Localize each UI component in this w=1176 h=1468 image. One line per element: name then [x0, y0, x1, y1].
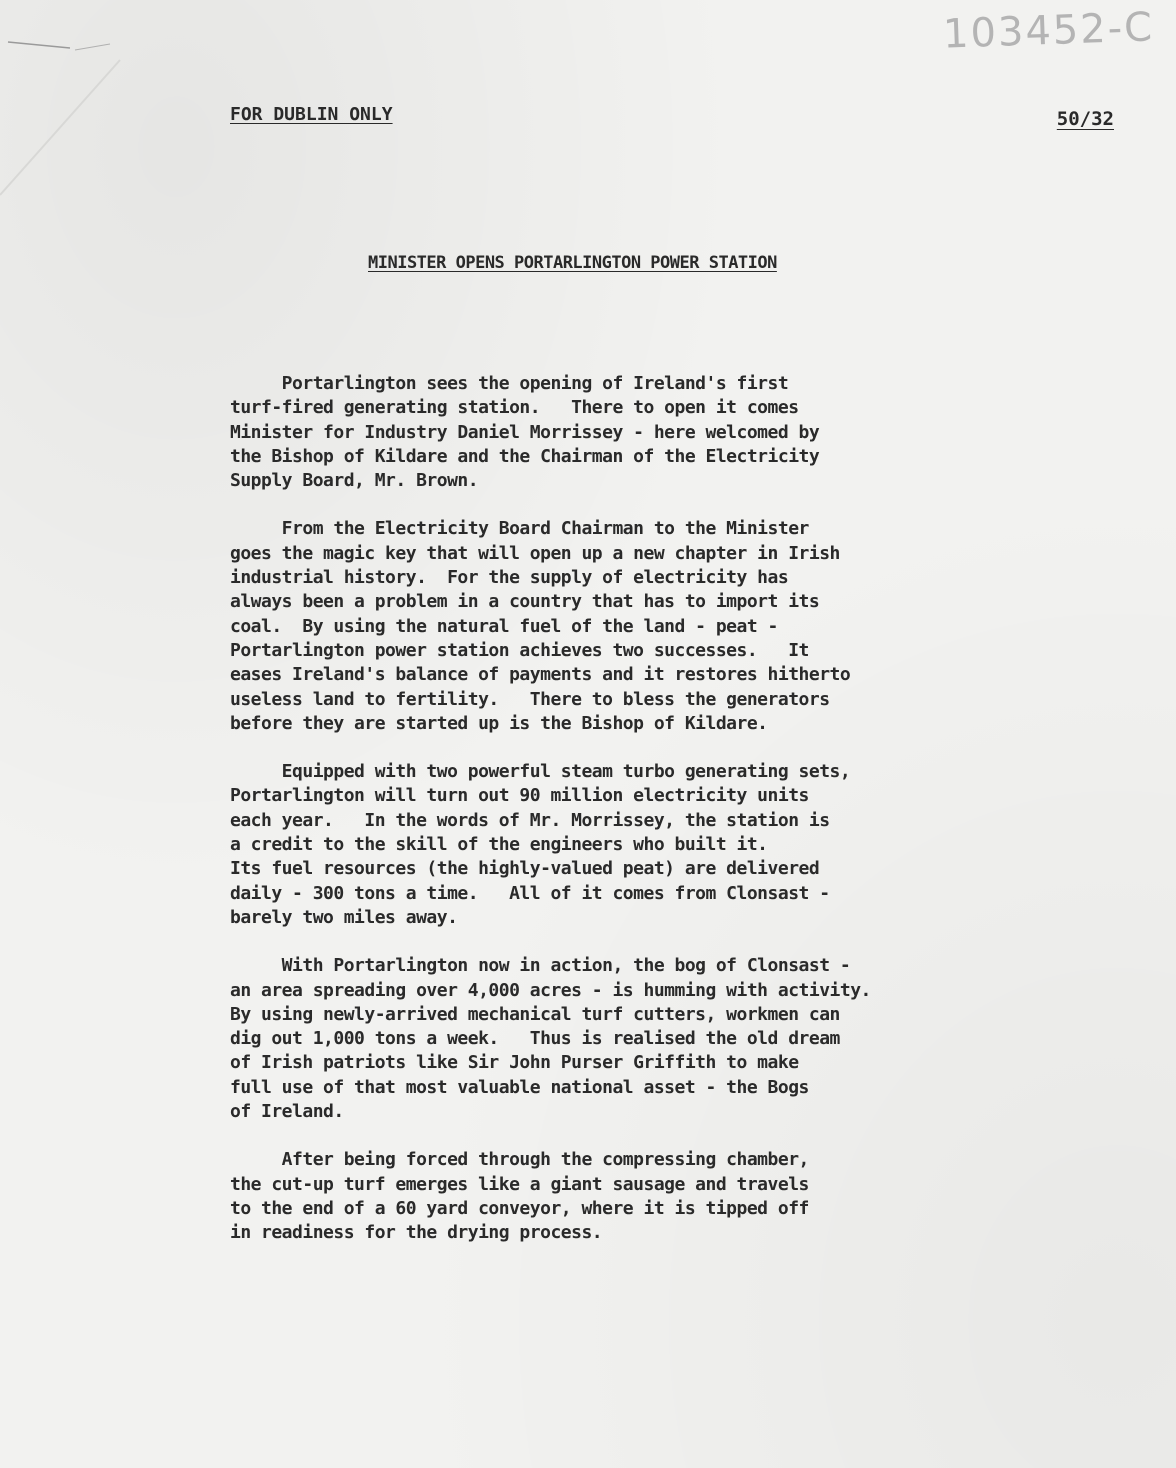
text-line: Portarlington sees the opening of Ireland's first	[230, 373, 789, 394]
archive-reference-number: 103452-C	[942, 4, 1155, 58]
document-title: MINISTER OPENS PORTARLINGTON POWER STATION	[368, 253, 777, 273]
text-line: of Ireland.	[230, 1101, 344, 1123]
text-line: each year. In the words of Mr. Morrissey, the station is	[230, 809, 830, 831]
text-line: an area spreading over 4,000 acres - is humming with activity.	[230, 979, 871, 1001]
document-number: 50/32	[1056, 108, 1114, 130]
text-line: barely two miles away.	[230, 906, 458, 928]
text-line: daily - 300 tons a time. All of it comes from Clonsast -	[230, 882, 830, 904]
text-line: in readiness for the drying process.	[230, 1222, 603, 1244]
paragraph-2	[230, 517, 1010, 736]
text-line: industrial history. For the supply of electricity has	[230, 567, 789, 589]
text-line: turf-fired generating station. There to open it comes	[230, 397, 799, 419]
text-line: From the Electricity Board Chairman to the Minister	[230, 518, 809, 540]
text-line: eases Ireland's balance of payments and it restores hitherto	[230, 664, 851, 686]
distribution-restriction: FOR DUBLIN ONLY	[230, 104, 393, 125]
text-line: By using newly-arrived mechanical turf cutters, workmen can	[230, 1003, 840, 1025]
text-line: the cut-up turf emerges like a giant sausage and travels	[230, 1173, 809, 1195]
text-line: Minister for Industry Daniel Morrissey - here welcomed by	[230, 421, 820, 443]
text-line: full use of that most valuable national asset - the Bogs	[230, 1076, 809, 1098]
text-line: to the end of a 60 yard conveyor, where it is tipped off	[230, 1197, 809, 1219]
text-line: a credit to the skill of the engineers who built it.	[230, 834, 768, 856]
text-line: Portarlington power station achieves two successes. It	[230, 639, 809, 661]
document-body	[230, 372, 1010, 1270]
paragraph-4	[230, 954, 1010, 1124]
text-line: always been a problem in a country that has to import its	[230, 591, 820, 613]
paragraph-5	[230, 1148, 1010, 1245]
text-line: Supply Board, Mr. Brown.	[230, 470, 479, 492]
text-line: before they are started up is the Bishop of Kildare.	[230, 712, 768, 734]
text-line: the Bishop of Kildare and the Chairman of the Electricity	[230, 445, 820, 467]
paragraph-3	[230, 760, 1010, 930]
text-line: After being forced through the compressing chamber,	[230, 1149, 809, 1171]
text-line: Equipped with two powerful steam turbo generating sets,	[230, 761, 851, 783]
text-line: of Irish patriots like Sir John Purser Griffith to make	[230, 1052, 799, 1074]
text-line: dig out 1,000 tons a week. Thus is realised the old dream	[230, 1028, 840, 1050]
paragraph-1	[230, 372, 1010, 493]
text-line: With Portarlington now in action, the bog of Clonsast -	[230, 955, 851, 977]
text-line: goes the magic key that will open up a new chapter in Irish	[230, 542, 840, 564]
text-line: coal. By using the natural fuel of the land - peat -	[230, 615, 778, 637]
text-line: Its fuel resources (the highly-valued peat) are delivered	[230, 858, 820, 880]
text-line: useless land to fertility. There to bless the generators	[230, 688, 830, 710]
text-line: Portarlington will turn out 90 million electricity units	[230, 785, 809, 807]
